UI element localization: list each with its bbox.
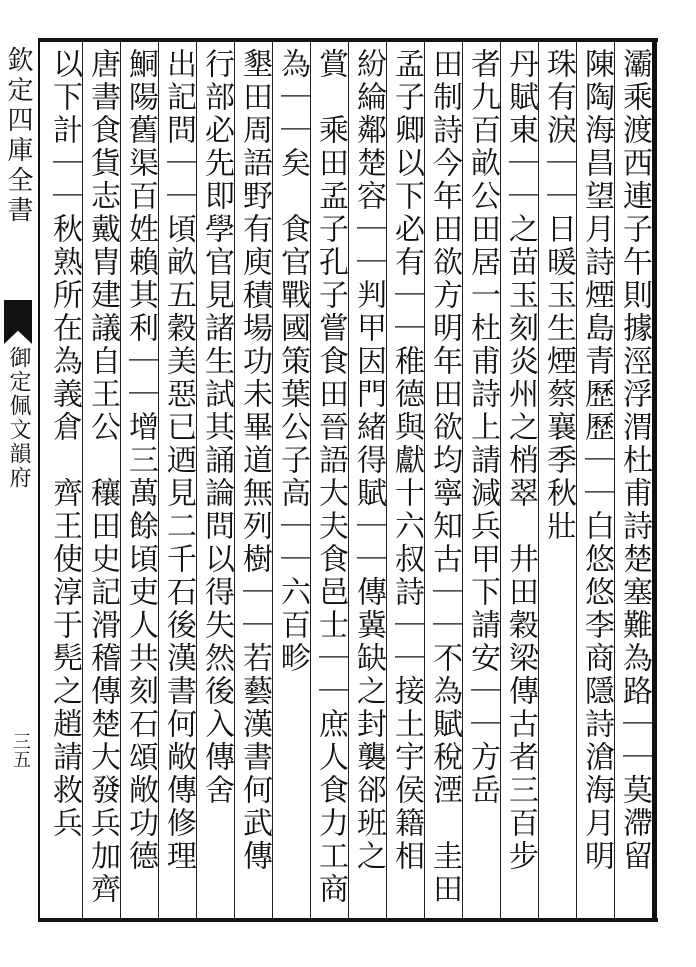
text-column-4: 丹賦東｜｜之苗玉刻炎州之梢翠 井田穀梁傳古者三百步 [503, 48, 538, 873]
fishtail-mark-icon [4, 300, 32, 344]
text-column-1: 灞乘渡西連子午則據涇浮渭杜甫詩楚塞難為路｜｜莫滯留 [617, 48, 652, 873]
frame-left-border [38, 38, 40, 922]
margin-title: 欽定四庫全書 [3, 46, 33, 226]
text-column-10: 為｜｜矣 食官戰國策葉公子高｜｜六百畛 [275, 48, 310, 675]
text-column-7: 孟子卿以下必有｜｜稚德與獻十六叔詩｜｜接土宇侯籍相 [389, 48, 424, 873]
text-column-12: 行部必先即學官見諸生試其誦論問以得失然後入傳舍 [199, 48, 234, 807]
margin-page-number: 三五 [10, 732, 31, 768]
text-column-8: 紛綸鄰楚容｜｜判甲因門緒得賦｜｜傳冀缺之封襲郤班之 [351, 48, 386, 873]
text-column-6: 田制詩今年田欲方明年田欲均寧知古｜｜不為賦稅湮 圭田 [427, 48, 462, 906]
text-column-9: 賞 乘田孟子孔子嘗食田晉語大夫食邑士｜｜庶人食力工商 [313, 48, 348, 906]
text-column-3: 珠有淚｜｜日暖玉生煙蔡襄季秋壯 [541, 48, 576, 543]
text-column-11: 墾田周語野有庾積場功未畢道無列樹｜｜若藝漢書何武傳 [237, 48, 272, 873]
text-column-2: 陳陶海昌望月詩煙島青歷歷｜｜白悠悠李商隱詩滄海月明 [579, 48, 614, 873]
frame-bottom-border [38, 918, 658, 922]
text-column-5: 者九百畝公田居一杜甫詩上請減兵甲下請安｜｜方岳 [465, 48, 500, 807]
text-column-13: 出記問｜｜頃畝五穀美惡已迺見二千石後漢書何敞傳修理 [161, 48, 196, 873]
margin-book-title: 御定佩文韻府 [6, 346, 31, 490]
text-column-16: 以下計｜｜秋熟所在為義倉 齊王使淳于髡之趙請救兵 [47, 48, 82, 840]
text-column-14: 鮦陽舊渠百姓賴其利｜｜增三萬餘頃吏人共刻石頌敞功德 [123, 48, 158, 873]
text-column-15: 唐書食貨志戴胄建議自王公 穰田史記滑稽傳楚大發兵加齊 [85, 48, 120, 906]
